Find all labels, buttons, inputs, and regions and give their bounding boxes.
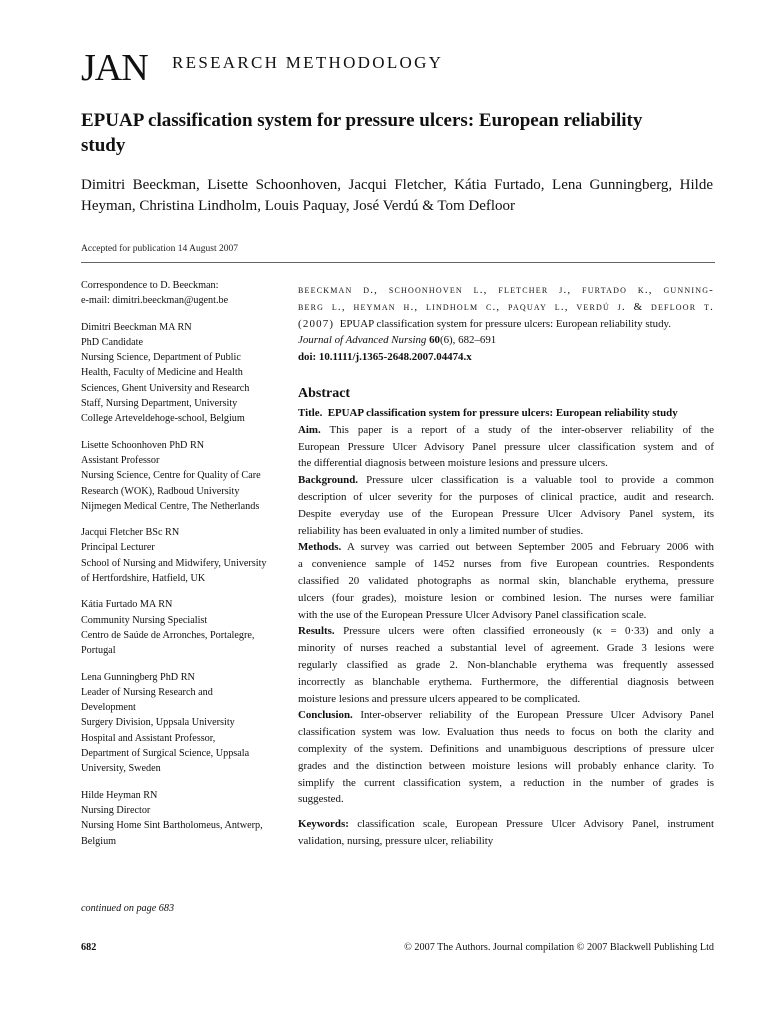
- abstract-results-line: [298, 623, 714, 640]
- results-text: Pressure ulcers were often classified erroneously (κ = 0·33) and only a: [343, 625, 714, 638]
- keywords-label: Keywords:: [298, 818, 349, 831]
- affiliation-heyman: [81, 788, 286, 849]
- affiliation-line: Portugal: [81, 645, 116, 657]
- author-line: Heyman, Christina Lindholm, Louis Paquay, José Verdú & Tom Defloor: [81, 198, 516, 214]
- author-line: Dimitri Beeckman, Lisette Schoonhoven, Jacqui Fletcher, Kátia Furtado, Lena Gunningberg, Hilde: [81, 177, 713, 193]
- abstract-title-text: EPUAP classification system for pressure ulcers: European reliability study: [327, 406, 678, 419]
- author-list: [81, 175, 713, 217]
- main-column: [298, 282, 714, 850]
- citation-volume: 60: [429, 334, 440, 347]
- affiliation-schoonhoven: [81, 438, 286, 514]
- journal-header: [81, 46, 701, 90]
- abstract-results-line: incorrectly as blanchable erythema. Furthermore, the differential diagnosis between: [298, 675, 714, 688]
- citation-year: (2007): [298, 317, 335, 330]
- affiliation-line: Surgery Division, Uppsala University: [81, 717, 235, 729]
- abstract-conclusion-line: [298, 707, 714, 724]
- affiliation-line: School of Nursing and Midwifery, University: [81, 557, 267, 569]
- affiliation-line: Nursing Director: [81, 804, 151, 816]
- keywords-line: [298, 816, 714, 833]
- citation-title-line: [298, 316, 714, 333]
- abstract-background-line: [298, 472, 714, 489]
- page-number: 682: [81, 942, 97, 953]
- citation-title: EPUAP classification system for pressure ulcers: European reliability study.: [339, 317, 671, 330]
- continued-note: continued on page 683: [81, 903, 175, 914]
- section-label: RESEARCH METHODOLOGY: [172, 53, 444, 72]
- abstract-title-label: Title.: [298, 406, 323, 419]
- citation-doi: doi: 10.1111/j.1365-2648.2007.04474.x: [298, 351, 472, 364]
- affiliation-gunningberg: [81, 670, 286, 777]
- background-text: Pressure ulcer classification is a valuable tool to provide a common: [366, 474, 714, 487]
- affiliation-line: of Hertfordshire, Hatfield, UK: [81, 573, 206, 585]
- aim-text: This paper is a report of a study of the inter-observer reliability of the: [329, 423, 714, 436]
- abstract-background-line: Despite everyday use of the European Pressure Ulcer Advisory Panel system, its: [298, 507, 714, 520]
- article-title-line: EPUAP classification system for pressure ulcers: European reliability: [81, 110, 643, 131]
- affiliation-line: Principal Lecturer: [81, 542, 155, 554]
- background-label: Background.: [298, 474, 359, 487]
- results-label: Results.: [298, 625, 335, 638]
- affiliation-line: Department of Surgical Science, Uppsala: [81, 748, 250, 760]
- abstract-conclusion-line: simplify the current classification system, a reduction in the number of grades is: [298, 776, 714, 789]
- abstract-title: [298, 405, 714, 422]
- article-title-line: study: [81, 135, 126, 156]
- affiliation-line: Hospital and Assistant Professor,: [81, 732, 216, 744]
- affiliation-line: PhD Candidate: [81, 336, 143, 348]
- affiliation-line: Community Nursing Specialist: [81, 614, 208, 626]
- header-divider: [81, 262, 715, 263]
- journal-logo: JAN: [81, 47, 148, 89]
- article-title: [81, 108, 711, 158]
- affiliation-line: Lisette Schoonhoven PhD RN: [81, 439, 205, 451]
- abstract-methods-line: ulcers (four grades), moisture lesion or combined lesion. The nurses were familiar: [298, 591, 714, 604]
- affiliation-line: Health, Faculty of Medicine and Health: [81, 367, 243, 379]
- affiliation-beeckman: [81, 320, 286, 427]
- correspondence-email: e-mail: dimitri.beeckman@ugent.be: [81, 295, 229, 307]
- abstract-methods-line: with the use of the European Pressure Ulcer Advisory Panel classification scale.: [298, 608, 647, 621]
- citation-details: (6), 682–691: [439, 334, 497, 347]
- aim-label: Aim.: [298, 423, 321, 436]
- affiliation-line: Assistant Professor: [81, 454, 160, 466]
- abstract-methods-line: classified 20 validated photographs as normal skin, blanchable erythema, pressure: [298, 574, 714, 587]
- abstract-results-line: regularly classified as grade 2. Non-blanchable erythema was frequently assessed: [298, 658, 714, 671]
- correspondence-line: Correspondence to D. Beeckman:: [81, 280, 219, 291]
- keywords-line: validation, nursing, pressure ulcer, reliability: [298, 834, 494, 847]
- affiliation-line: Sciences, Ghent University and Research: [81, 382, 250, 394]
- affiliation-line: Development: [81, 702, 136, 714]
- affiliation-line: Nijmegen Medical Centre, The Netherlands: [81, 500, 260, 512]
- conclusion-text: Inter-observer reliability of the European Pressure Ulcer Advisory Panel: [360, 709, 714, 722]
- citation-authors-line: berg l., heyman h., lindholm c., paquay l., verdú j. & defloor t.: [298, 300, 714, 313]
- affiliation-line: Hilde Heyman RN: [81, 789, 158, 801]
- affiliation-line: Nursing Science, Department of Public: [81, 352, 241, 364]
- affiliation-line: Research (WOK), Radboud University: [81, 485, 240, 497]
- abstract-results-line: moisture lesions and pressure ulcers appeared to be complicated.: [298, 692, 581, 705]
- abstract-conclusion-line: grades and the distinction between moisture lesions will probably enhance clarity. To: [298, 759, 714, 772]
- copyright-notice: © 2007 The Authors. Journal compilation © 2007 Blackwell Publishing Ltd: [404, 942, 714, 953]
- abstract-aim-line: European Pressure Ulcer Advisory Panel pressure ulcer classification system and of: [298, 440, 714, 453]
- methods-label: Methods.: [298, 541, 342, 554]
- abstract-aim-line: [298, 422, 714, 439]
- keywords-spacer: [298, 808, 714, 816]
- affiliation-line: Nursing Science, Centre for Quality of Care: [81, 470, 261, 482]
- abstract-background-line: description of ulcer severity for the purposes of clinical practice, audit and research.: [298, 490, 714, 503]
- affiliation-line: Lena Gunningberg PhD RN: [81, 671, 195, 683]
- abstract-methods-line: [298, 539, 714, 556]
- abstract-conclusion-line: complexity of the system. Definitions and unambiguous descriptions of pressure ulcer: [298, 742, 714, 755]
- affiliation-line: University, Sweden: [81, 763, 161, 775]
- abstract-methods-line: a convenience sample of 1452 nurses from five European countries. Respondents: [298, 558, 714, 571]
- abstract-conclusion-line: classification system was low. Evaluation thus needs to focus on both the clarity and: [298, 726, 714, 739]
- affiliation-line: College Arteveldehoge-school, Belgium: [81, 413, 245, 425]
- affiliation-line: Staff, Nursing Department, University: [81, 398, 238, 410]
- abstract-heading: Abstract: [298, 385, 351, 401]
- affiliation-line: Jacqui Fletcher BSc RN: [81, 527, 180, 539]
- citation-journal-line: [298, 332, 714, 349]
- affiliation-line: Leader of Nursing Research and: [81, 686, 213, 698]
- affiliation-line: Nursing Home Sint Bartholomeus, Antwerp,: [81, 820, 263, 832]
- affiliation-line: Kátia Furtado MA RN: [81, 599, 173, 611]
- methods-text: A survey was carried out between September 2005 and February 2006 with: [346, 541, 714, 554]
- conclusion-label: Conclusion.: [298, 709, 353, 722]
- affiliation-fletcher: [81, 525, 286, 586]
- citation-journal: Journal of Advanced Nursing: [298, 334, 427, 347]
- abstract-aim-line: the differential diagnosis between moisture lesions and pressure ulcers.: [298, 457, 608, 470]
- affiliation-line: Belgium: [81, 835, 117, 847]
- affiliation-line: Dimitri Beeckman MA RN: [81, 321, 192, 333]
- correspondence-block: [81, 278, 286, 309]
- accepted-date: Accepted for publication 14 August 2007: [81, 244, 238, 254]
- abstract-conclusion-line: suggested.: [298, 793, 344, 806]
- abstract-background-line: reliability has been evaluated in only a limited number of studies.: [298, 524, 584, 537]
- citation-authors-line: beeckman d., schoonhoven l., fletcher j., furtado k., gunning-: [298, 284, 714, 296]
- keywords-text: classification scale, European Pressure Ulcer Advisory Panel, instrument: [357, 818, 714, 831]
- affiliation-line: Centro de Saúde de Arronches, Portalegre,: [81, 629, 255, 641]
- affiliation-furtado: [81, 597, 286, 658]
- author-sidebar: [81, 278, 286, 860]
- abstract-results-line: minority of nurses reached a substantial level of agreement. Grade 3 lesions were: [298, 642, 714, 655]
